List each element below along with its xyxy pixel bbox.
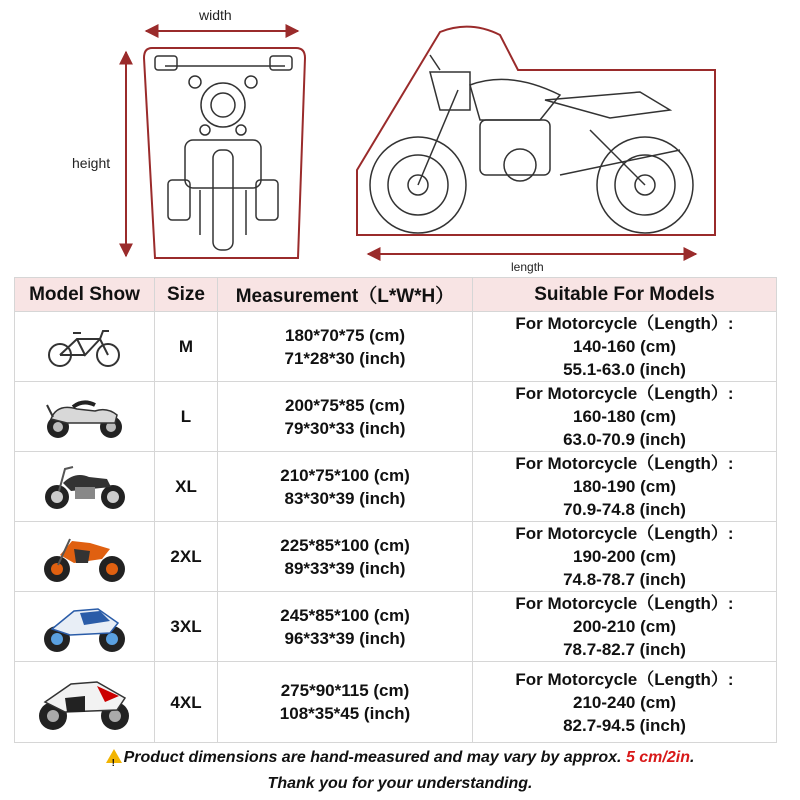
size-cell: 4XL	[155, 662, 218, 743]
header-size: Size	[155, 278, 218, 312]
measurement-cm: 210*75*100 (cm)	[280, 465, 410, 485]
model-image-cell	[15, 662, 155, 743]
fit-cm: 140-160 (cm)	[572, 337, 676, 356]
table-row	[15, 312, 777, 382]
table-row	[15, 592, 777, 662]
dimension-diagram	[0, 0, 800, 275]
suitable-models-cell	[473, 382, 777, 452]
measurement-inch: 108*35*45 (inch)	[279, 704, 411, 723]
fit-inch: 63.0-70.9 (inch)	[563, 430, 686, 449]
measurement-cell	[218, 312, 473, 382]
warning-icon	[106, 749, 122, 763]
fit-inch: 70.9-74.8 (inch)	[563, 500, 686, 519]
table-row	[15, 522, 777, 592]
measurement-cell	[218, 522, 473, 592]
measurement-inch: 79*30*33 (inch)	[284, 418, 406, 438]
fit-inch: 78.7-82.7 (inch)	[563, 640, 686, 659]
measurement-cell	[218, 452, 473, 522]
size-cell: M	[155, 312, 218, 382]
measurement-cm: 180*70*75 (cm)	[284, 325, 406, 345]
measurement-cm: 225*85*100 (cm)	[280, 535, 410, 555]
size-cell: 2XL	[155, 522, 218, 592]
width-label: width	[199, 7, 232, 23]
model-image-cell	[15, 312, 155, 382]
measurement-inch: 96*33*39 (inch)	[284, 628, 406, 648]
fit-inch: 55.1-63.0 (inch)	[563, 360, 686, 379]
suitable-models-cell	[473, 592, 777, 662]
model-image-cell	[15, 382, 155, 452]
fit-cm: 190-200 (cm)	[572, 547, 676, 566]
disclaimer-text: Product dimensions are hand-measured and may vary by approx.	[123, 749, 626, 766]
fit-title: For Motorcycle（Length）:	[515, 314, 734, 333]
dimension-diagram-drawing	[0, 0, 800, 275]
disclaimer-period: .	[689, 749, 695, 766]
length-label: length	[511, 260, 544, 274]
sport-motorcycle-icon	[40, 599, 130, 655]
fit-cm: 200-210 (cm)	[572, 617, 676, 636]
suitable-models-cell	[473, 522, 777, 592]
measurement-cm: 200*75*85 (cm)	[284, 395, 406, 415]
fit-title: For Motorcycle（Length）:	[515, 669, 734, 689]
header-measurement: Measurement（L*W*H）	[218, 278, 473, 312]
size-table	[14, 277, 777, 743]
size-cell: XL	[155, 452, 218, 522]
fit-cm: 160-180 (cm)	[572, 407, 676, 426]
disclaimer-line-1	[0, 745, 800, 771]
front-cover-outline	[144, 48, 305, 258]
measurement-cell	[218, 662, 473, 743]
suitable-models-cell	[473, 452, 777, 522]
fit-inch: 74.8-78.7 (inch)	[563, 570, 686, 589]
scooter-icon	[43, 393, 127, 441]
naked-motorcycle-icon	[40, 529, 130, 585]
cruiser-motorcycle-icon	[41, 461, 129, 513]
side-view-motorcycle	[370, 55, 693, 233]
fit-inch: 82.7-94.5 (inch)	[563, 715, 686, 735]
measurement-cell	[218, 382, 473, 452]
measurement-cell	[218, 592, 473, 662]
model-image-cell	[15, 452, 155, 522]
suitable-models-cell	[473, 312, 777, 382]
fit-cm: 210-240 (cm)	[572, 692, 676, 712]
side-cover-outline	[357, 27, 715, 235]
fit-title: For Motorcycle（Length）:	[515, 524, 734, 543]
measurement-inch: 83*30*39 (inch)	[284, 488, 406, 508]
model-image-cell	[15, 592, 155, 662]
fit-title: For Motorcycle（Length）:	[515, 454, 734, 473]
table-row	[15, 452, 777, 522]
fit-title: For Motorcycle（Length）:	[515, 384, 734, 403]
table-row	[15, 382, 777, 452]
fit-cm: 180-190 (cm)	[572, 477, 676, 496]
disclaimer-line-2: Thank you for your understanding.	[267, 775, 533, 792]
measurement-cm: 245*85*100 (cm)	[280, 605, 410, 625]
size-cell: L	[155, 382, 218, 452]
table-row	[15, 662, 777, 743]
table-header-row	[15, 278, 777, 312]
measurement-cm: 275*90*115 (cm)	[280, 681, 410, 700]
suitable-models-cell	[473, 662, 777, 743]
height-label: height	[72, 155, 111, 171]
measurement-inch: 71*28*30 (inch)	[284, 348, 406, 368]
disclaimer	[0, 745, 800, 797]
front-view-motorcycle	[155, 56, 292, 250]
header-model-show: Model Show	[15, 278, 155, 312]
header-suitable-for-models: Suitable For Models	[473, 278, 777, 312]
measurement-inch: 89*33*39 (inch)	[284, 558, 406, 578]
size-cell: 3XL	[155, 592, 218, 662]
fit-title: For Motorcycle（Length）:	[515, 594, 734, 613]
model-image-cell	[15, 522, 155, 592]
bicycle-icon	[45, 325, 125, 369]
variance-value: 5 cm/2in	[625, 749, 690, 766]
touring-motorcycle-icon	[35, 672, 135, 732]
